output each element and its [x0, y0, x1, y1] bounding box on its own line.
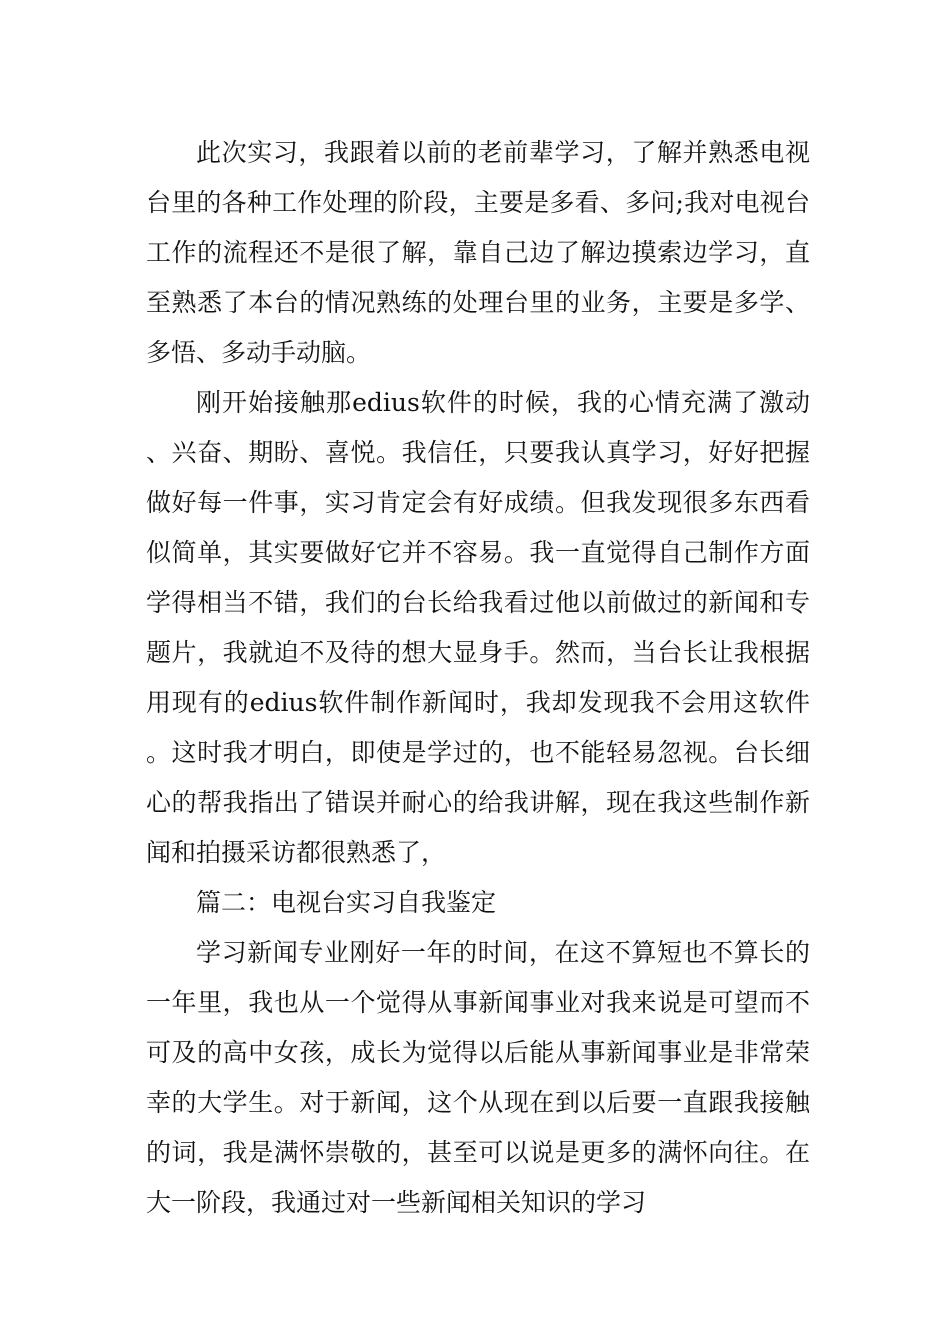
document-body: [146, 128, 810, 1228]
section-heading: 篇二：电视台实习自我鉴定: [196, 888, 497, 917]
paragraph-edius-software: 刚开始接触那edius软件的时候，我的心情充满了激动、兴奋、期盼、喜悦。我信任，只要我认真学习，好好把握做好每一件事，实习肯定会有好成绩。但我发现很多东西看似简单，其实要做好它并不容易。我一直觉得自己制作方面学得相当不错，我们的台长给我看过他以前做过的新闻和专题片，我就迫不及待的想大显身手。然而，当台长让我根据用现有的edius软件制作新闻时，我却发现我不会用这软件。这时我才明白，即使是学过的，也不能轻易忽视。台长细心的帮我指出了错误并耐心的给我讲解，现在我这些制作新闻和拍摄采访都很熟悉了，: [146, 388, 810, 867]
paragraph-internship-stages: 此次实习，我跟着以前的老前辈学习，了解并熟悉电视台里的各种工作处理的阶段，主要是多看、多问;我对电视台工作的流程还不是很了解，靠自己边了解边摸索边学习，直至熟悉了本台的情况熟练的处理台里的业务，主要是多学、多悟、多动手动脑。: [146, 138, 810, 367]
paragraph-news-major: 学习新闻专业刚好一年的时间，在这不算短也不算长的一年里，我也从一个觉得从事新闻事业对我来说是可望而不可及的高中女孩，成长为觉得以后能从事新闻事业是非常荣幸的大学生。对于新闻，这个从现在到以后要一直跟我接触的词，我是满怀崇敬的，甚至可以说是更多的满怀向往。在大一阶段，我通过对一些新闻相关知识的学习: [146, 938, 810, 1217]
